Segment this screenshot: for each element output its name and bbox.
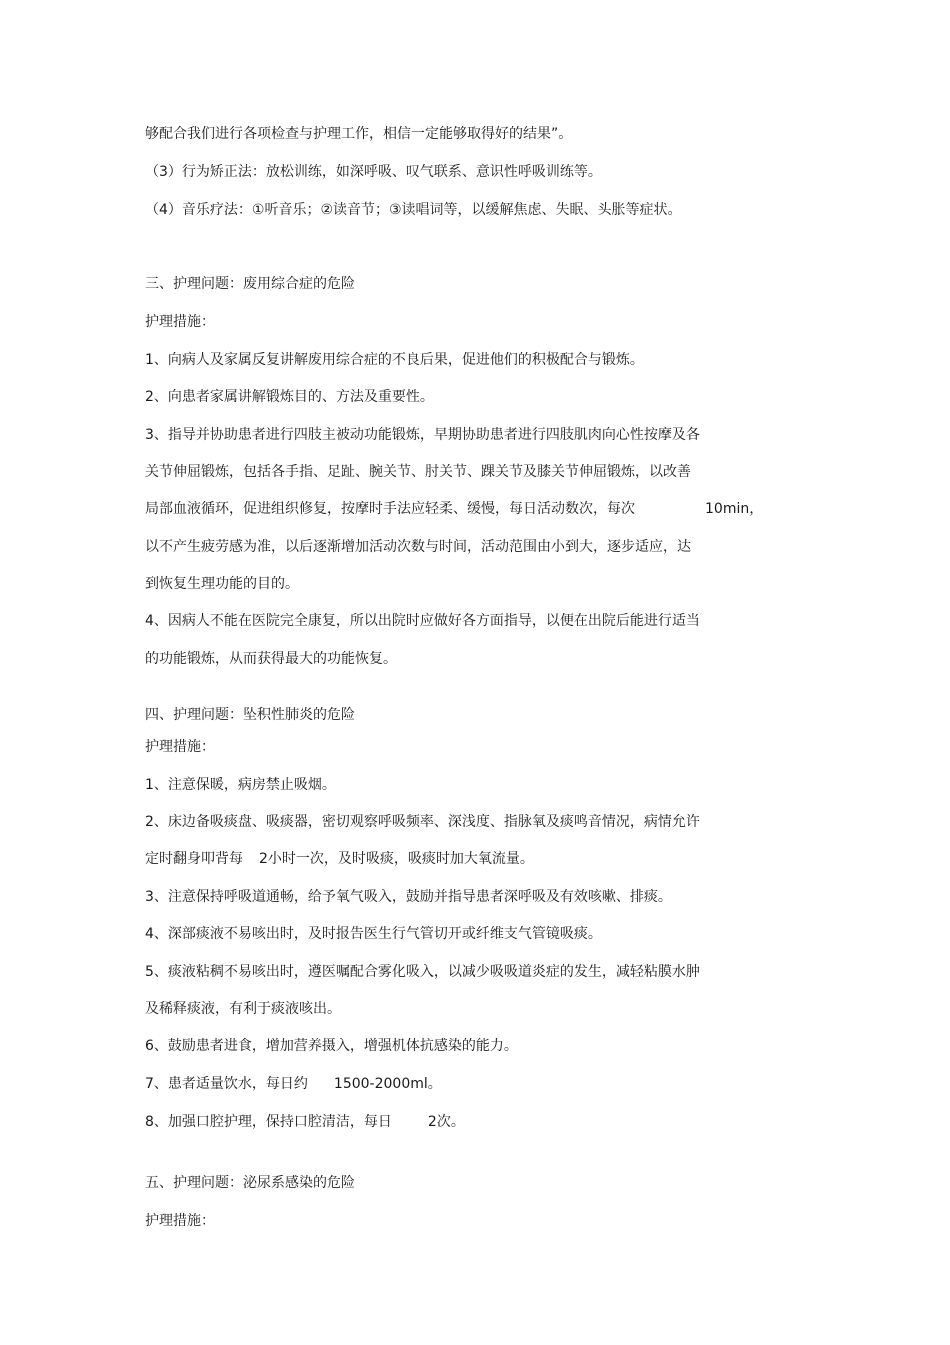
list-item: 3、注意保持呼吸道通畅，给予氧气吸入，鼓励并指导患者深呼吸及有效咳嗽、排痰。 — [145, 889, 672, 905]
list-item-continuation: 关节伸屈锻炼，包括各手指、足趾、腕关节、肘关节、踝关节及膝关节伸屈锻炼，以改善 — [145, 464, 691, 480]
list-item-continuation — [145, 849, 534, 869]
text-segment: 8、加强口腔护理，保持口腔清洁，每日 — [145, 1114, 392, 1130]
text-segment: 1500-2000ml。 — [333, 1076, 442, 1092]
text-segment: 2小时一次，及时吸痰，吸痰时加大氧流量。 — [259, 851, 534, 867]
list-item: 6、鼓励患者进食，增加营养摄入，增强机体抗感染的能力。 — [145, 1038, 518, 1054]
list-item: 4、深部痰液不易咳出时，及时报告医生行气管切开或纤维支气管镜吸痰。 — [145, 926, 602, 942]
text-segment: 2次。 — [427, 1114, 465, 1130]
list-item-continuation — [145, 499, 763, 519]
list-item: 4、因病人不能在医院完全康复，所以出院时应做好各方面指导，以便在出院后能进行适当 — [145, 613, 700, 629]
section-heading-3: 三、护理问题：废用综合症的危险 — [145, 276, 355, 292]
measures-label: 护理措施： — [145, 739, 215, 755]
text-segment: 局部血液循环，促进组织修复，按摩时手法应轻柔、缓慢，每日活动数次，每次 — [145, 501, 635, 517]
list-item-continuation: 的功能锻炼，从而获得最大的功能恢复。 — [145, 651, 397, 667]
list-item: 2、床边备吸痰盘、吸痰器，密切观察呼吸频率、深浅度、指脉氧及痰鸣音情况，病情允许 — [145, 814, 700, 830]
list-item: 1、注意保暖，病房禁止吸烟。 — [145, 777, 336, 793]
list-item: 3、指导并协助患者进行四肢主被动功能锻炼，早期协助患者进行四肢肌肉向心性按摩及各 — [145, 427, 700, 443]
list-item-continuation: 以不产生疲劳感为准，以后逐渐增加活动次数与时间，活动范围由小到大，逐步适应，达 — [145, 539, 691, 555]
list-item — [145, 1112, 465, 1132]
paragraph-line: （3）行为矫正法：放松训练，如深呼吸、叹气联系、意识性呼吸训练等。 — [145, 164, 602, 180]
list-item: 2、向患者家属讲解锻炼目的、方法及重要性。 — [145, 389, 434, 405]
text-segment: 定时翻身叩背每 — [145, 851, 243, 867]
list-item: 1、向病人及家属反复讲解废用综合症的不良后果，促进他们的积极配合与锻炼。 — [145, 352, 644, 368]
section-heading-4: 四、护理问题：坠积性肺炎的危险 — [145, 707, 355, 723]
list-item: 5、痰液粘稠不易咳出时，遵医嘱配合雾化吸入，以减少吸吸道炎症的发生，减轻粘膜水肿 — [145, 964, 700, 980]
list-item-continuation: 及稀释痰液，有利于痰液咳出。 — [145, 1001, 341, 1017]
list-item — [145, 1074, 442, 1094]
text-segment: 10min， — [705, 501, 764, 517]
section-heading-5: 五、护理问题：泌尿系感染的危险 — [145, 1175, 355, 1191]
text-segment: 7、患者适量饮水，每日约 — [145, 1076, 308, 1092]
paragraph-line: 够配合我们进行各项检查与护理工作，相信一定能够取得好的结果”。 — [145, 126, 573, 142]
list-item-continuation: 到恢复生理功能的目的。 — [145, 576, 299, 592]
measures-label: 护理措施： — [145, 1213, 215, 1229]
measures-label: 护理措施： — [145, 314, 215, 330]
paragraph-line: （4）音乐疗法：①听音乐；②读音节；③读唱词等，以缓解焦虑、失眠、头胀等症状。 — [145, 202, 682, 218]
